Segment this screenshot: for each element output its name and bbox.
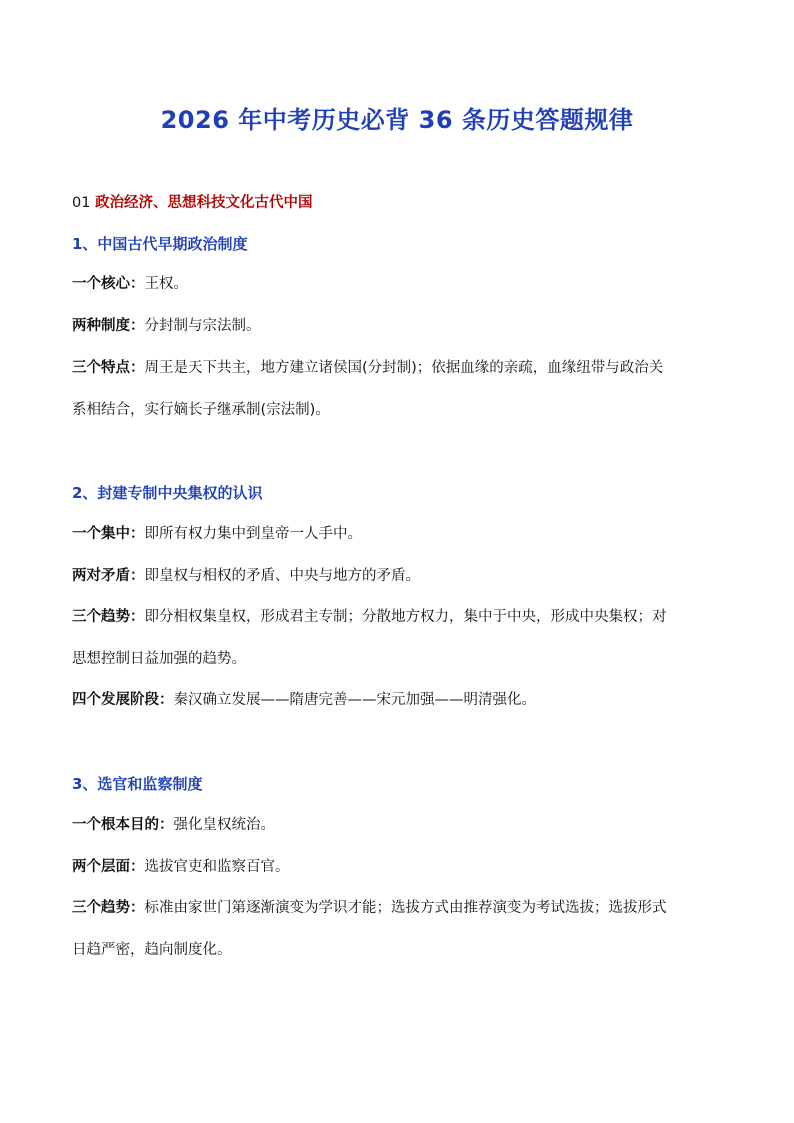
item-text: 王权。: [144, 276, 188, 292]
item-text: 强化皇权统治。: [173, 817, 275, 833]
section-1-item-2: [72, 316, 722, 336]
item-text-continuation: 日趋严密，趋向制度化。: [72, 942, 232, 958]
item-label: 三个特点：: [72, 360, 145, 376]
item-label: 一个集中：: [72, 526, 145, 542]
item-text: 即分相权集皇权，形成君主专制；分散地方权力，集中于中央，形成中央集权；对: [144, 609, 667, 625]
item-label: 三个趋势：: [72, 900, 145, 916]
section-2-item-1: [72, 524, 722, 544]
section-2-item-2: [72, 566, 722, 586]
part-title: 政治经济、思想科技文化古代中国: [95, 195, 313, 211]
item-text: 即所有权力集中到皇帝一人手中。: [144, 526, 362, 542]
item-label: 一个核心：: [72, 276, 145, 292]
section-3-item-3-continuation: [72, 940, 722, 960]
part-heading: [72, 191, 313, 212]
item-text: 秦汉确立发展——隋唐完善——宋元加强——明清强化。: [173, 692, 536, 708]
section-1-item-3: [72, 358, 722, 378]
part-number: 01: [72, 195, 96, 211]
section-2-title: 2、封建专制中央集权的认识: [72, 484, 263, 502]
item-text-continuation: 系相结合，实行嫡长子继承制(宗法制)。: [72, 402, 330, 418]
item-text: 周王是天下共主，地方建立诸侯国(分封制)；依据血缘的亲疏，血缘纽带与政治关: [144, 360, 664, 376]
item-label: 一个根本目的：: [72, 817, 174, 833]
item-text: 即皇权与相权的矛盾、中央与地方的矛盾。: [144, 568, 420, 584]
section-3-item-3: [72, 898, 722, 918]
item-text: 选拔官吏和监察百官。: [144, 859, 290, 875]
document-title: 2026 年中考历史必背 36 条历史答题规律: [160, 106, 634, 134]
item-label: 两个层面：: [72, 859, 145, 875]
item-label: 两对矛盾：: [72, 568, 145, 584]
section-3-item-1: [72, 815, 722, 835]
section-1-item-3-continuation: [72, 400, 722, 420]
item-label: 三个趋势：: [72, 609, 145, 625]
item-label: 两种制度：: [72, 318, 145, 334]
section-2-item-3: [72, 607, 722, 627]
section-3-item-2: [72, 857, 722, 877]
section-3-title: 3、选官和监察制度: [72, 775, 203, 793]
section-1-item-1: [72, 274, 722, 294]
item-text: 分封制与宗法制。: [144, 318, 261, 334]
section-2-item-3-continuation: [72, 649, 722, 669]
item-text: 标准由家世门第逐渐演变为学识才能；选拔方式由推荐演变为考试选拔；选拔形式: [144, 900, 667, 916]
item-text-continuation: 思想控制日益加强的趋势。: [72, 651, 246, 667]
section-2-item-4: [72, 690, 722, 710]
section-1-title: 1、中国古代早期政治制度: [72, 235, 248, 253]
item-label: 四个发展阶段：: [72, 692, 174, 708]
